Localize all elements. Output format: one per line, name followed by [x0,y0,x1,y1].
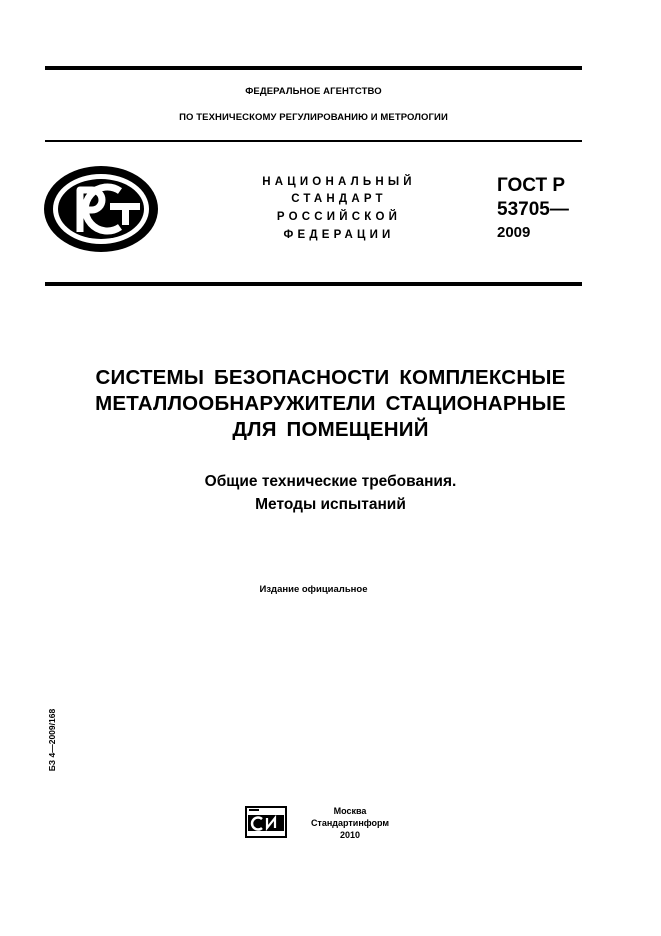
gost-code-number: 53705— [497,199,569,220]
side-code-text: БЗ 4—2009/168 [47,708,57,772]
agency-name-line-2: ПО ТЕХНИЧЕСКОМУ РЕГУЛИРОВАНИЮ И МЕТРОЛОГИИ [179,112,448,123]
title-line-2: МЕТАЛЛООБНАРУЖИТЕЛИ СТАЦИОНАРНЫЕ [95,392,566,415]
top-rule [45,66,582,70]
edition-label: Издание официальное [259,584,368,595]
gost-code-prefix: ГОСТ Р [497,175,566,196]
publisher-name: Стандартинформ [310,818,390,828]
standard-type-line-4: ФЕДЕРАЦИИ [283,229,395,241]
agency-name-line-1: ФЕДЕРАЛЬНОЕ АГЕНТСТВО [245,86,382,97]
publisher-city: Москва [333,806,367,816]
gost-year: 2009 [497,224,531,241]
title-line-3: ДЛЯ ПОМЕЩЕНИЙ [232,418,429,441]
title-line-1: СИСТЕМЫ БЕЗОПАСНОСТИ КОМПЛЕКСНЫЕ [95,366,566,389]
gost-code [497,174,569,222]
standard-type-line-3: РОССИЙСКОЙ [276,211,402,223]
header-bottom-rule [45,282,582,286]
standartinform-logo-icon [245,806,287,838]
publisher-year: 2010 [339,830,361,840]
header-divider [45,140,582,142]
subtitle-line-2: Методы испытаний [255,496,406,513]
subtitle-line-1: Общие технические требования. [204,473,457,490]
standard-type-line-2: СТАНДАРТ [291,193,387,205]
rst-logo-icon [42,164,160,254]
standard-type-line-1: НАЦИОНАЛЬНЫЙ [262,176,416,188]
